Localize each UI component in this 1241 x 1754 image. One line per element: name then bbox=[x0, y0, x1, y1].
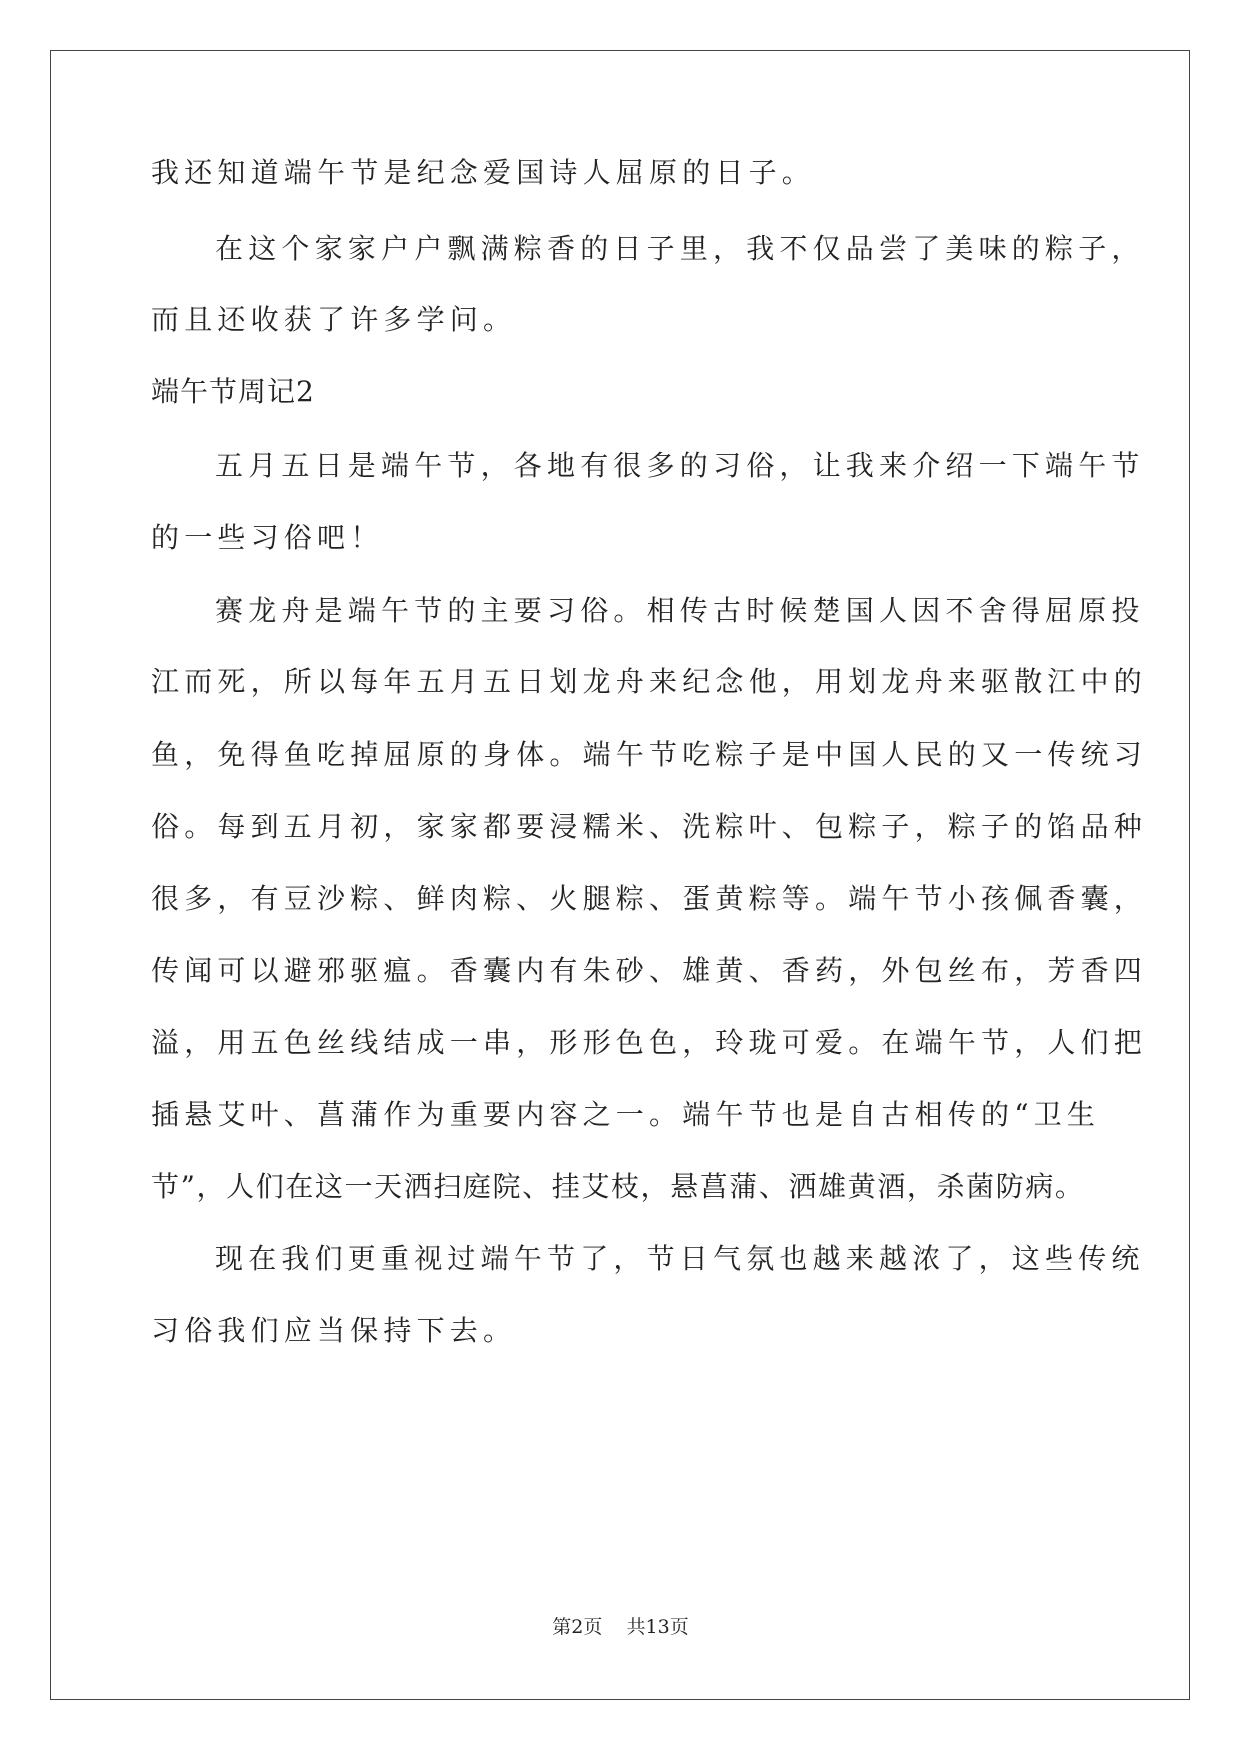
paragraph-line: 五月五日是端午节，各地有很多的习俗，让我来介绍一下端午节 bbox=[215, 449, 1145, 482]
paragraph-line: 江而死，所以每年五月五日划龙舟来纪念他，用划龙舟来驱散江中的 bbox=[151, 665, 1148, 698]
paragraph-line: 传闻可以避邪驱瘟。香囊内有朱砂、雄黄、香药，外包丝布，芳香四 bbox=[151, 954, 1148, 987]
page-footer bbox=[0, 1615, 1241, 1639]
paragraph-line: 而且还收获了许多学问。 bbox=[151, 303, 517, 336]
paragraph-line: 的一些习俗吧！ bbox=[151, 521, 384, 554]
paragraph-line: 很多，有豆沙粽、鲜肉粽、火腿粽、蛋黄粽等。端午节小孩佩香囊， bbox=[151, 882, 1148, 915]
page-total: 共13页 bbox=[626, 1616, 689, 1638]
paragraph-line: 现在我们更重视过端午节了，节日气氛也越来越浓了，这些传统 bbox=[215, 1242, 1145, 1275]
paragraph-line: 我还知道端午节是纪念爱国诗人屈原的日子。 bbox=[151, 156, 816, 189]
paragraph-line: 节”，人们在这一天洒扫庭院、挂艾枝，悬菖蒲、洒雄黄酒，杀菌防病。 bbox=[151, 1170, 1085, 1203]
paragraph-line: 赛龙舟是端午节的主要习俗。相传古时候楚国人因不舍得屈原投 bbox=[215, 594, 1145, 627]
paragraph-line: 溢，用五色丝线结成一串，形形色色，玲珑可爱。在端午节，人们把 bbox=[151, 1026, 1148, 1059]
paragraph-line: 鱼，免得鱼吃掉屈原的身体。端午节吃粽子是中国人民的又一传统习 bbox=[151, 738, 1148, 771]
page-frame bbox=[50, 50, 1190, 1700]
page-number: 第2页 bbox=[552, 1616, 603, 1638]
section-heading: 端午节周记2 bbox=[151, 375, 315, 408]
paragraph-line: 俗。每到五月初，家家都要浸糯米、洗粽叶、包粽子，粽子的馅品种 bbox=[151, 810, 1148, 843]
paragraph-line: 插悬艾叶、菖蒲作为重要内容之一。端午节也是自古相传的“卫生 bbox=[151, 1098, 1101, 1131]
paragraph-line: 习俗我们应当保持下去。 bbox=[151, 1314, 517, 1347]
paragraph-line: 在这个家家户户飘满粽香的日子里，我不仅品尝了美味的粽子， bbox=[215, 232, 1145, 265]
